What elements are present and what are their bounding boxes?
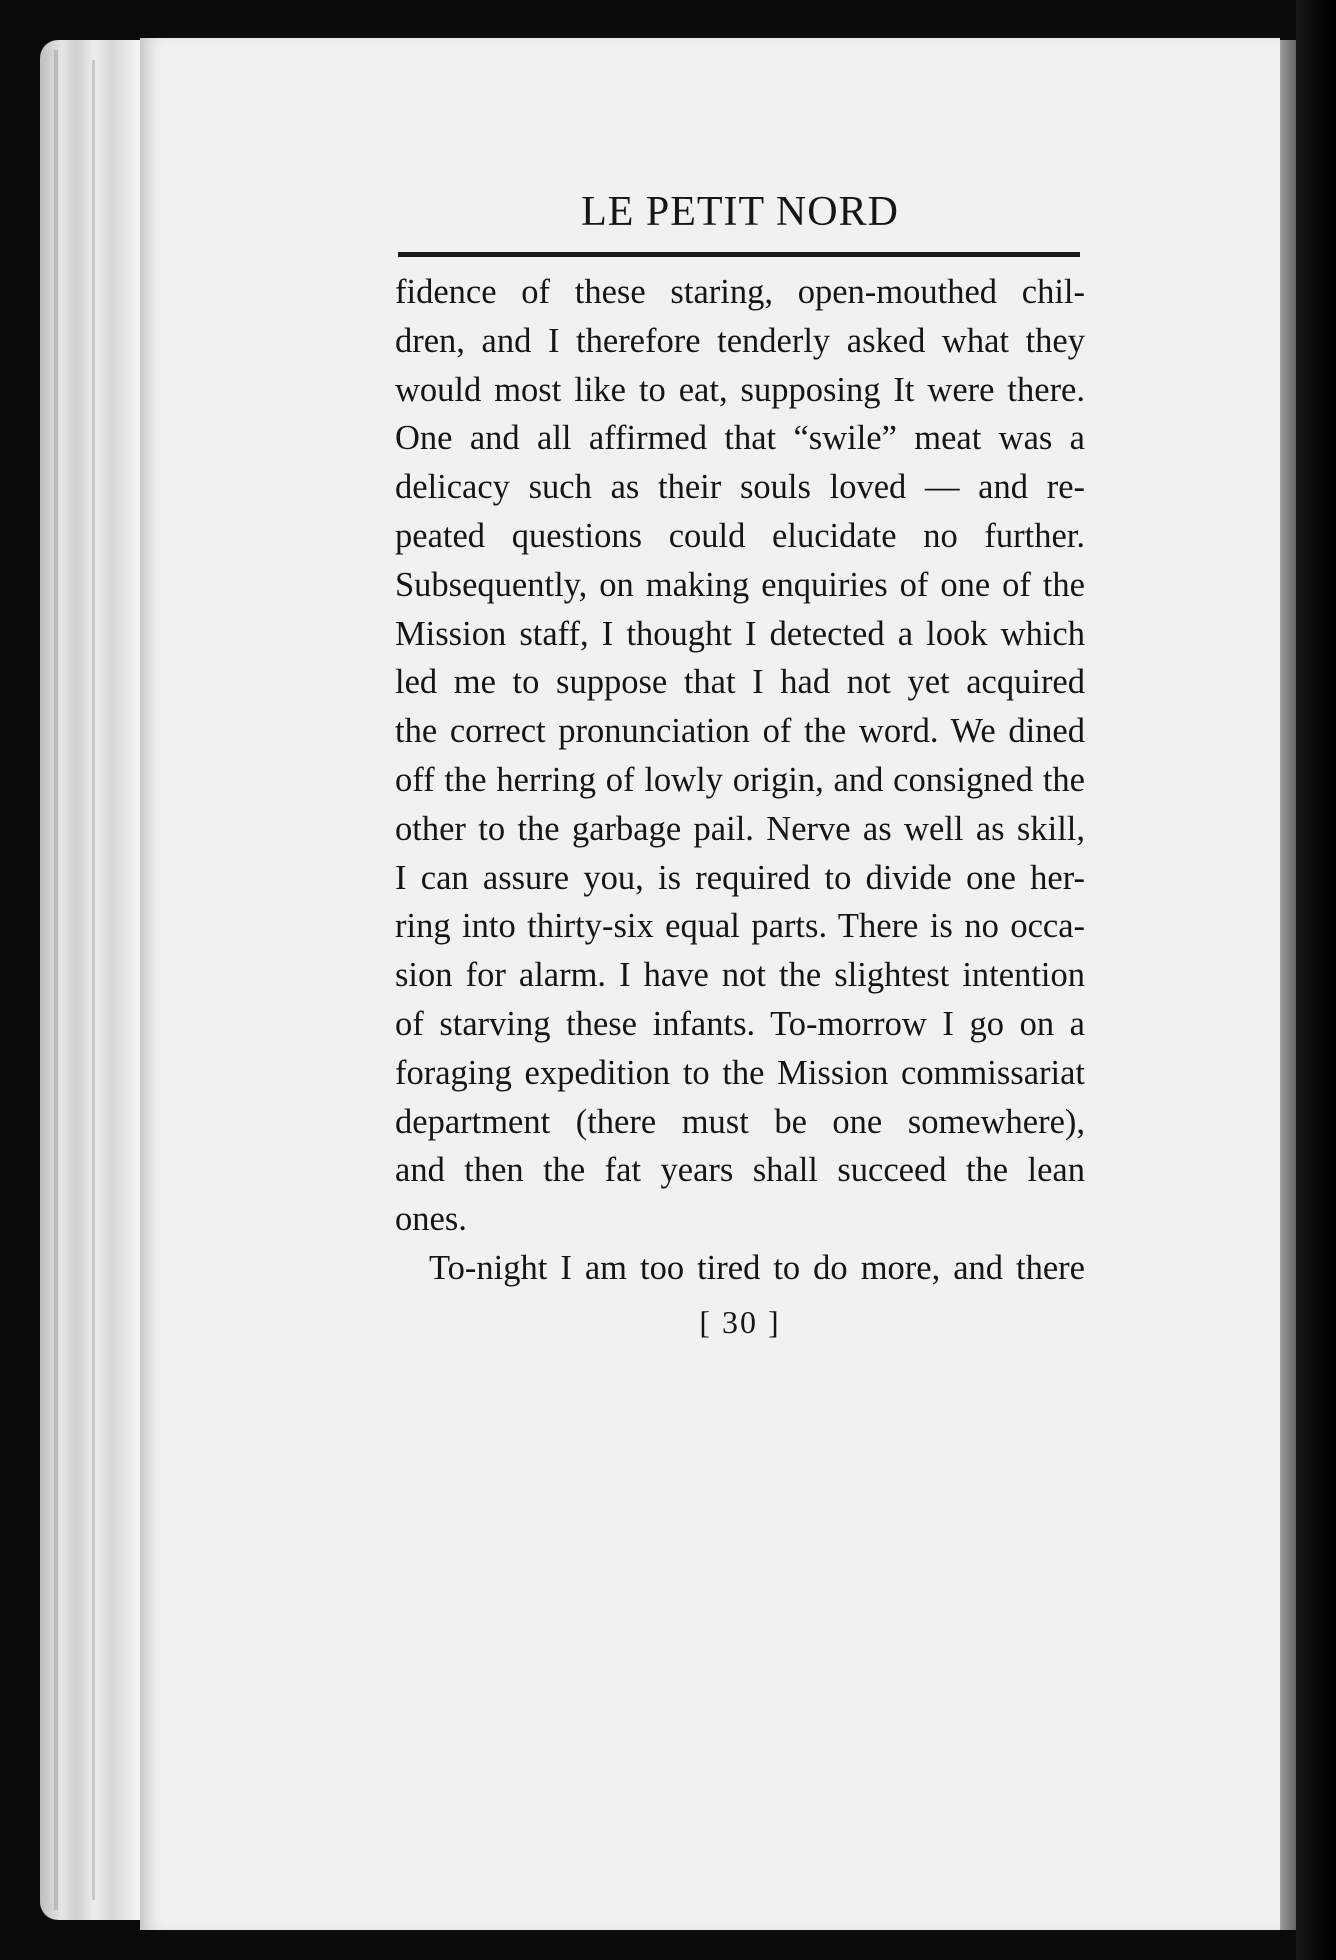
text-line: I can assure you, is required to divide one her- (395, 858, 1085, 897)
text-line: peated questions could elucidate no further. (395, 516, 1085, 555)
text-line: ring into thirty-six equal parts. There is no occa- (395, 907, 1085, 946)
text-line: One and all affirmed that “swile” meat was a (395, 419, 1085, 458)
page-number: [ 30 ] (699, 1304, 781, 1340)
text-line: and then the fat years shall succeed the lean (395, 1151, 1085, 1190)
text-line: fidence of these staring, open-mouthed chil- (395, 273, 1085, 311)
paragraph-first-line: To-night I am too tired to do more, and there (429, 1248, 1085, 1287)
text-line: foraging expedition to the Mission commissariat (395, 1053, 1085, 1092)
text-line: Subsequently, on making enquiries of one of the (395, 565, 1085, 604)
text-line: the correct pronunciation of the word. We dined (395, 712, 1085, 751)
text-line: department (there must be one somewhere), (395, 1102, 1085, 1141)
running-head: LE PETIT NORD (581, 189, 899, 235)
text-line: delicacy such as their souls loved — and re- (395, 468, 1085, 507)
text-line: sion for alarm. I have not the slightest intention (395, 956, 1085, 995)
text-line: off the herring of lowly origin, and consigned the (395, 760, 1085, 799)
text-line: would most like to eat, supposing It were there. (395, 370, 1085, 409)
text-line: led me to suppose that I had not yet acquired (395, 663, 1085, 702)
text-line: other to the garbage pail. Nerve as well as skill, (395, 809, 1085, 848)
header-rule (398, 252, 1080, 257)
page (140, 38, 1280, 1930)
text-line: of starving these infants. To-morrow I go on a (395, 1004, 1085, 1043)
text-line: Mission staff, I thought I detected a look which (395, 614, 1085, 653)
text-line: dren, and I therefore tenderly asked what they (395, 321, 1085, 360)
body-text (395, 268, 1085, 1293)
scan-border (1296, 0, 1336, 1960)
text-line: ones. (395, 1200, 467, 1239)
